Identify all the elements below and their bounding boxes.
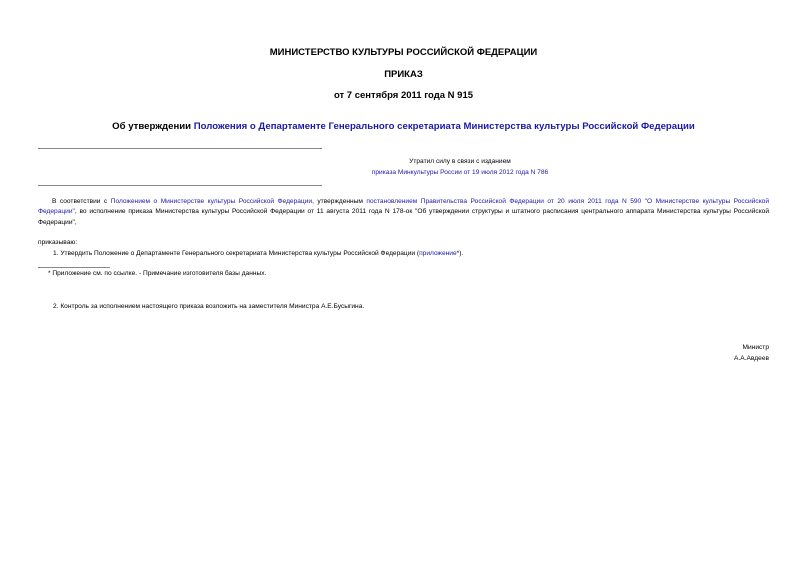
- divider-top: [38, 148, 322, 149]
- preamble-text-1: В соответствии с: [52, 198, 111, 205]
- order-date: от 7 сентября 2011 года N 915: [333, 90, 474, 101]
- order-verb: приказываю:: [38, 239, 78, 246]
- order-item-2: 2. Контроль за исполнением настоящего приказа возложить на заместителя Министра А.Е.Бусыгина.: [53, 303, 365, 310]
- appendix-link[interactable]: приложение: [419, 250, 457, 257]
- preamble-text-2: , утвержденным: [312, 198, 367, 205]
- superseding-order-link[interactable]: приказа Минкультуры России от 19 июля 2012 года N 786: [371, 169, 549, 176]
- ministry-regulation-link[interactable]: Положением о Министерстве культуры Российской Федерации: [110, 198, 313, 205]
- void-notice-line2: [260, 167, 660, 178]
- ministry-heading: МИНИСТЕРСТВО КУЛЬТУРЫ РОССИЙСКОЙ ФЕДЕРАЦИИ: [269, 47, 538, 58]
- document-title-prefix: Об утверждении: [112, 121, 194, 132]
- footnote-divider: [38, 267, 110, 268]
- signature-title: Министр: [742, 344, 769, 351]
- order-item-1-text: 1. Утвердить Положение о Департаменте Генерального секретариата Министерства культуры Российской Федерации (: [53, 250, 420, 257]
- government-resolution-link[interactable]: постановлением Правительства Российской Федерации от 20 июля 2011 года N 590 "О Министерстве культуры Российской Федерации": [38, 198, 770, 216]
- footnote: * Приложение см. по ссылке. - Примечание изготовителя базы данных.: [48, 270, 267, 277]
- document-title: [0, 121, 807, 132]
- regulation-link[interactable]: Положения о Департаменте Генерального секретариата Министерства культуры Российской Федерации: [193, 121, 695, 132]
- order-heading: ПРИКАЗ: [384, 69, 423, 80]
- signature-name: А.А.Авдеев: [734, 355, 769, 362]
- void-notice-text: Утратил силу в связи с изданием: [409, 158, 511, 165]
- order-item-1-suffix: *).: [456, 250, 464, 257]
- preamble-paragraph: [38, 197, 769, 228]
- order-item-1: [53, 249, 463, 259]
- preamble-text-3: , во исполнение приказа Министерства культуры Российской Федерации от 11 августа 2011 года N 178-ок "Об утверждении структуры и штатного расписания центрального аппарата Министерства культуры Российской Федерации",: [38, 208, 769, 226]
- divider-bottom: [38, 185, 322, 186]
